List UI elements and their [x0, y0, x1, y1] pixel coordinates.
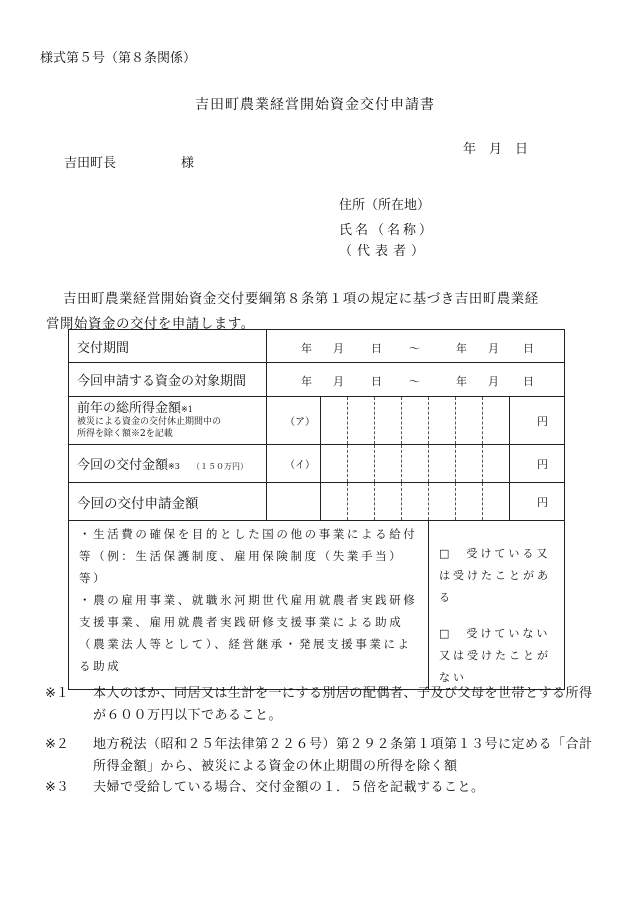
row-grant-amount — [69, 445, 565, 483]
target-month-2: 月 — [488, 375, 499, 388]
digit-cell[interactable] — [429, 483, 456, 521]
other-benefits-description — [69, 521, 429, 690]
requested-amount-label: 今回の交付申請金額 — [69, 483, 267, 521]
addressee: 吉田町長 様 — [64, 156, 195, 171]
target-day-1: 日 — [371, 375, 382, 388]
name-label: 氏名（名称） — [339, 223, 436, 238]
address-label: 住所（所在地） — [339, 198, 431, 213]
digit-cell[interactable] — [429, 397, 456, 445]
digit-cell[interactable] — [321, 483, 348, 521]
grant-tilde: ～ — [409, 342, 420, 355]
digit-cell[interactable] — [321, 445, 348, 483]
document-title: 吉田町農業経営開始資金交付申請書 — [195, 97, 435, 113]
digit-cell[interactable] — [375, 397, 402, 445]
option-received[interactable]: □ 受けている又は受けたことがある — [439, 547, 551, 604]
grant-period-field[interactable] — [267, 330, 565, 363]
grant-period-label: 交付期間 — [69, 330, 267, 363]
digit-cell[interactable] — [348, 445, 375, 483]
grant-day-1: 日 — [371, 342, 382, 355]
target-year-2: 年 — [456, 375, 467, 388]
benefit-options — [429, 521, 565, 690]
benefit-item-2: ・農の雇用事業、就職氷河期世代雇用就農者実践研修支援事業、雇用就農者実践研修支援事業による助成（農業法人等として）、経営継承・発展支援事業による助成 — [79, 593, 418, 673]
digit-cell[interactable] — [456, 397, 483, 445]
target-month-1: 月 — [333, 375, 344, 388]
target-period-label: 今回申請する資金の対象期間 — [69, 363, 267, 397]
note-1: ※１ 本人のほか、同居又は生計を一にする別居の配偶者、子及び父母を世帯とする所得が６００万円以下であること。 — [45, 686, 593, 723]
date-field[interactable]: 年 月 日 — [463, 142, 529, 157]
target-tilde: ～ — [409, 375, 420, 388]
row-requested-amount — [69, 483, 565, 521]
digit-cell[interactable] — [321, 397, 348, 445]
form-number: 様式第５号（第８条関係） — [40, 51, 197, 66]
row-grant-period — [69, 330, 565, 363]
grant-month-1: 月 — [333, 342, 344, 355]
target-period-field[interactable] — [267, 363, 565, 397]
mark-i: （イ） — [267, 445, 321, 483]
benefit-item-1: ・生活費の確保を目的とした国の他の事業による給付等（例：生活保護制度、雇用保険制度（失業手当）等） — [79, 527, 418, 585]
yen-unit: 円 — [510, 445, 565, 483]
prior-income-label: 前年の総所得金額※1 被災による資金の交付休止期間中の 所得を除く額※2を記載 — [69, 397, 267, 445]
option-not-received[interactable]: □ 受けていない又は受けたことがない — [439, 627, 551, 684]
digit-cell[interactable] — [348, 483, 375, 521]
target-year-1: 年 — [301, 375, 312, 388]
digit-cell[interactable] — [375, 483, 402, 521]
digit-cell[interactable] — [456, 445, 483, 483]
digit-cell[interactable] — [483, 397, 510, 445]
grant-day-2: 日 — [523, 342, 534, 355]
application-table — [68, 329, 565, 690]
row-other-benefits — [69, 521, 565, 690]
digit-cell[interactable] — [402, 397, 429, 445]
digit-cell[interactable] — [483, 445, 510, 483]
representative-label: （代表者） — [339, 244, 430, 259]
mark-a: （ア） — [267, 397, 321, 445]
note-3: ※３ 夫婦で受給している場合、交付金額の１．５倍を記載すること。 — [45, 780, 485, 795]
yen-unit: 円 — [510, 397, 565, 445]
grant-year-1: 年 — [301, 342, 312, 355]
digit-cell[interactable] — [402, 445, 429, 483]
digit-cell[interactable] — [456, 483, 483, 521]
yen-unit: 円 — [510, 483, 565, 521]
digit-cell[interactable] — [429, 445, 456, 483]
statement-line-2: 営開始資金の交付を申請します。 — [46, 317, 255, 332]
statement-line-1: 吉田町農業経営開始資金交付要綱第８条第１項の規定に基づき吉田町農業経 — [63, 292, 539, 307]
digit-cell[interactable] — [375, 445, 402, 483]
digit-cell[interactable] — [483, 483, 510, 521]
digit-cell[interactable] — [402, 483, 429, 521]
row-prior-income — [69, 397, 565, 445]
row-target-period — [69, 363, 565, 397]
mark-cell-empty — [267, 483, 321, 521]
grant-year-2: 年 — [456, 342, 467, 355]
digit-cell[interactable] — [348, 397, 375, 445]
target-day-2: 日 — [523, 375, 534, 388]
grant-month-2: 月 — [488, 342, 499, 355]
grant-amount-label: 今回の交付金額※3 （１５０万円） — [69, 445, 267, 483]
note-2: ※２ 地方税法（昭和２５年法律第２２６号）第２９２条第１項第１３号に定める「合計所得金額」から、被災による資金の休止期間の所得を除く額 — [45, 737, 593, 774]
